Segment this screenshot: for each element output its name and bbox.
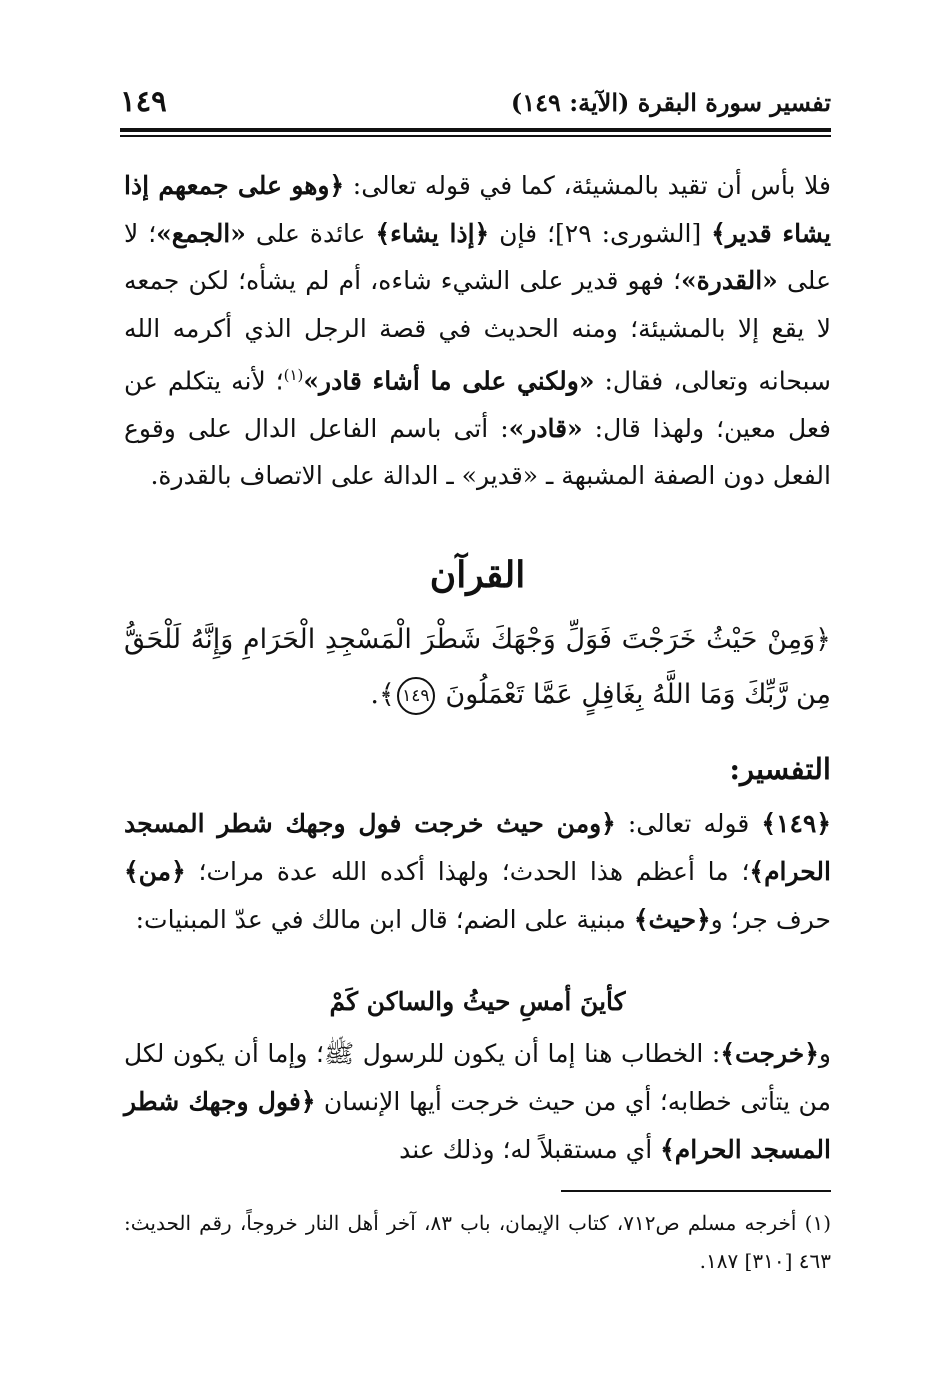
footnote-marker: (١)	[283, 366, 304, 384]
text-segment: أي مستقبلاً له؛ وذلك عند	[399, 1135, 661, 1164]
section-title-quran: القرآن	[429, 554, 526, 596]
page-number: ١٤٩	[120, 84, 167, 118]
ayah-number-marker: ١٤٩	[397, 677, 435, 715]
quoted-word: «القدرة»	[681, 266, 778, 295]
quoted-word: ﴿من﴾	[124, 857, 186, 886]
verse-text: ﴿وَمِنْ حَيْثُ خَرَجْتَ فَوَلِّ وَجْهَكَ شَطْرَ الْمَسْجِدِ الْحَرَامِ وَإِنَّهُ لَلْحَقُّ مِن رَّبِّكَ وَمَا اللَّهُ بِغَافِلٍ عَمَّا تَعْمَلُونَ	[124, 624, 831, 710]
quoted-word: ﴿خرجت﴾	[720, 1039, 819, 1068]
quoted-verse: ﴿ومن حيث خرجت فول وجهك شطر المسجد الحرام﴾	[124, 809, 831, 886]
quoted-verse: ﴿وهو على جمعهم إذا يشاء قدير﴾	[124, 171, 831, 248]
footnote: (١) أخرجه مسلم ص٧١٢، كتاب الإيمان، باب ٨٣، آخر أهل النار خروجاً، رقم الحديث: ٤٦٣ [٣١٠] ١٨٧.	[124, 1211, 831, 1273]
text-segment: : الخطاب هنا إما أن يكون للرسول ﷺ؛ وإما أن يكون لكل من يتأتى خطابه؛ أي من حيث خرجت أيها الإنسان	[124, 1039, 831, 1116]
text-segment: ؛ لأنه يتكلم عن فعل معين؛ ولهذا قال:	[124, 366, 831, 443]
text-segment: ؛ ما أعظم هذا الحدث؛ ولهذا أكده الله عدة مرات؛	[185, 857, 750, 886]
tafsir-paragraph-2	[124, 1030, 831, 1174]
quoted-word: «قادر»	[508, 413, 583, 443]
header-rule-thin	[120, 135, 831, 137]
opening-paragraph	[124, 162, 831, 500]
text-segment: و	[818, 1039, 831, 1068]
text-segment: ؛ لا على	[124, 218, 831, 295]
text-segment: قوله تعالى:	[615, 809, 762, 838]
quran-verse	[124, 612, 831, 722]
verse-closing: ﴾.	[370, 679, 395, 710]
header-rule-thick	[120, 128, 831, 132]
running-title: تفسير سورة البقرة (الآية: ١٤٩)	[510, 88, 831, 117]
text-segment: ؛ فهو قدير على الشيء شاءه، أم لم يشأه؛ لكن جمعه لا يقع إلا بالمشيئة؛ ومنه الحديث في قصة الرجل الذي أكرمه الله سبحانه وتعالى، فقال:	[124, 266, 832, 396]
text-segment: : أتى باسم الفاعل الدال على وقوع الفعل دون الصفة المشبهة ـ «قدير» ـ الدالة على الاتصاف بالقدرة.	[124, 413, 831, 491]
tafsir-heading: التفسير:	[729, 752, 831, 786]
quoted-verse: ﴿فول وجهك شطر المسجد الحرام﴾	[124, 1087, 831, 1164]
quoted-phrase: ﴿إذا يشاء﴾	[375, 218, 490, 248]
text-segment: فلا بأس أن تقيد بالمشيئة، كما في قوله تعالى:	[344, 171, 831, 200]
text-segment: [الشورى: ٢٩]؛ فإن	[489, 218, 712, 248]
poem-line: كأينَ أمسِ حيثُ والساكن كَمْ	[329, 987, 626, 1016]
text-segment: مبنية على الضم؛ قال ابن مالك في عدّ المبنيات:	[135, 905, 634, 934]
verse-number-ref: ﴿١٤٩﴾	[761, 809, 831, 838]
quoted-word: ﴿حيث﴾	[633, 905, 711, 934]
quoted-word: «الجمع»	[156, 218, 246, 248]
page-header	[120, 82, 831, 126]
text-segment: عائدة على	[245, 218, 376, 248]
text-segment: حرف جر؛ و	[710, 905, 831, 934]
footnote-separator	[561, 1190, 831, 1192]
quoted-hadith: «ولكني على ما أشاء قادر»	[303, 366, 595, 396]
tafsir-paragraph-1	[124, 800, 831, 944]
